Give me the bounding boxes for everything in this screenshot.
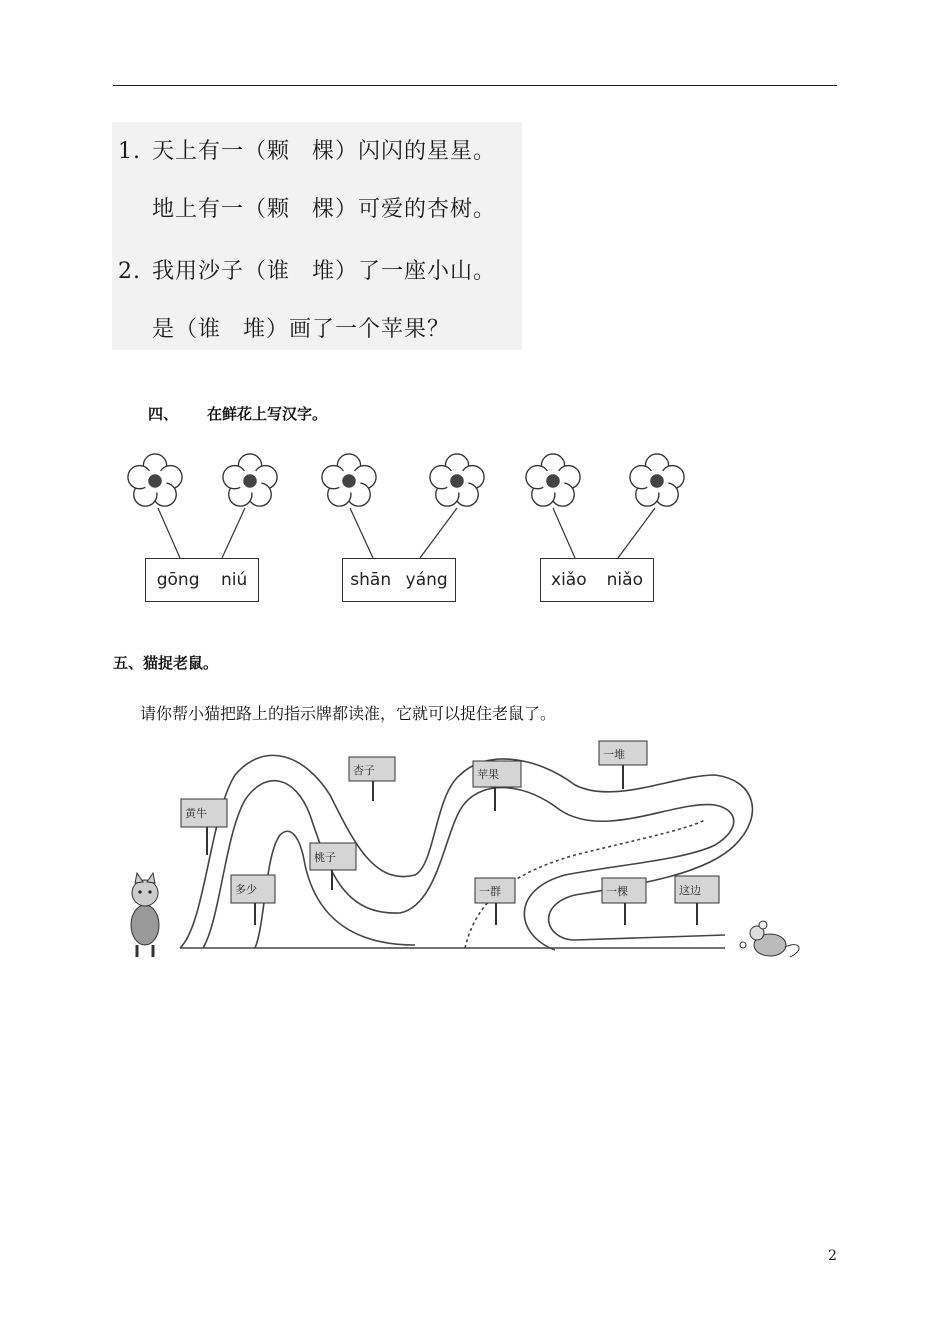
item-number: 2. — [118, 259, 141, 284]
signpost-yike — [602, 878, 646, 925]
cat-mouse-maze — [115, 735, 815, 970]
word-choice-exercise — [112, 122, 522, 350]
svg-text:苹果: 苹果 — [477, 768, 499, 781]
flower-icon[interactable] — [221, 452, 279, 510]
pinyin-syllable: yáng — [405, 570, 448, 590]
cat-icon — [131, 873, 159, 957]
signpost-pingguo — [473, 761, 521, 811]
signpost-yidui — [599, 741, 647, 789]
svg-text:一棵: 一棵 — [606, 885, 628, 898]
pinyin-box-1 — [145, 558, 259, 602]
pinyin-box-2 — [342, 558, 456, 602]
mouse-icon — [740, 921, 799, 957]
svg-text:一堆: 一堆 — [603, 748, 625, 761]
svg-text:一群: 一群 — [479, 885, 501, 898]
signpost-xingzi — [349, 757, 395, 801]
signpost-zhebian — [675, 876, 719, 925]
exercise-line-1: 1. 天上有一（颗 棵）闪闪的星星。 — [118, 139, 497, 164]
pinyin-syllable: niú — [220, 570, 248, 590]
svg-text:多少: 多少 — [235, 883, 257, 896]
svg-text:桃子: 桃子 — [314, 851, 336, 864]
svg-text:杏子: 杏子 — [353, 764, 375, 777]
item-number: 1. — [118, 139, 141, 164]
section-5-instruction: 请你帮小猫把路上的指示牌都读准，它就可以捉住老鼠了。 — [140, 704, 557, 723]
flower-icon[interactable] — [428, 452, 486, 510]
signpost-huangniu — [181, 799, 227, 855]
svg-text:黄牛: 黄牛 — [185, 807, 207, 820]
page-number: 2 — [828, 1248, 837, 1264]
signpost-taozi — [310, 843, 356, 890]
exercise-line-2: 地上有一（颗 棵）可爱的杏树。 — [152, 197, 497, 222]
exercise-line-3: 2. 我用沙子（谁 堆）了一座小山。 — [118, 259, 497, 284]
pinyin-box-3 — [540, 558, 654, 602]
svg-text:这边: 这边 — [679, 884, 701, 897]
pinyin-syllable: xiǎo — [551, 570, 587, 590]
pinyin-syllable: gōng — [156, 570, 200, 590]
signpost-yiqun — [475, 878, 515, 925]
header-rule — [113, 85, 837, 86]
flower-icon[interactable] — [628, 452, 686, 510]
signpost-duoshao — [231, 875, 275, 925]
section-4-title: 在鲜花上写汉字。 — [207, 405, 328, 423]
flower-icon[interactable] — [524, 452, 582, 510]
flower-icon[interactable] — [320, 452, 378, 510]
flower-icon[interactable] — [126, 452, 184, 510]
pinyin-syllable: shān — [350, 570, 392, 590]
section-4-number: 四、 — [148, 405, 179, 423]
section-5-title: 五、猫捉老鼠。 — [113, 654, 219, 672]
exercise-line-4: 是（谁 堆）画了一个苹果？ — [152, 317, 451, 342]
pinyin-syllable: niǎo — [606, 570, 643, 590]
